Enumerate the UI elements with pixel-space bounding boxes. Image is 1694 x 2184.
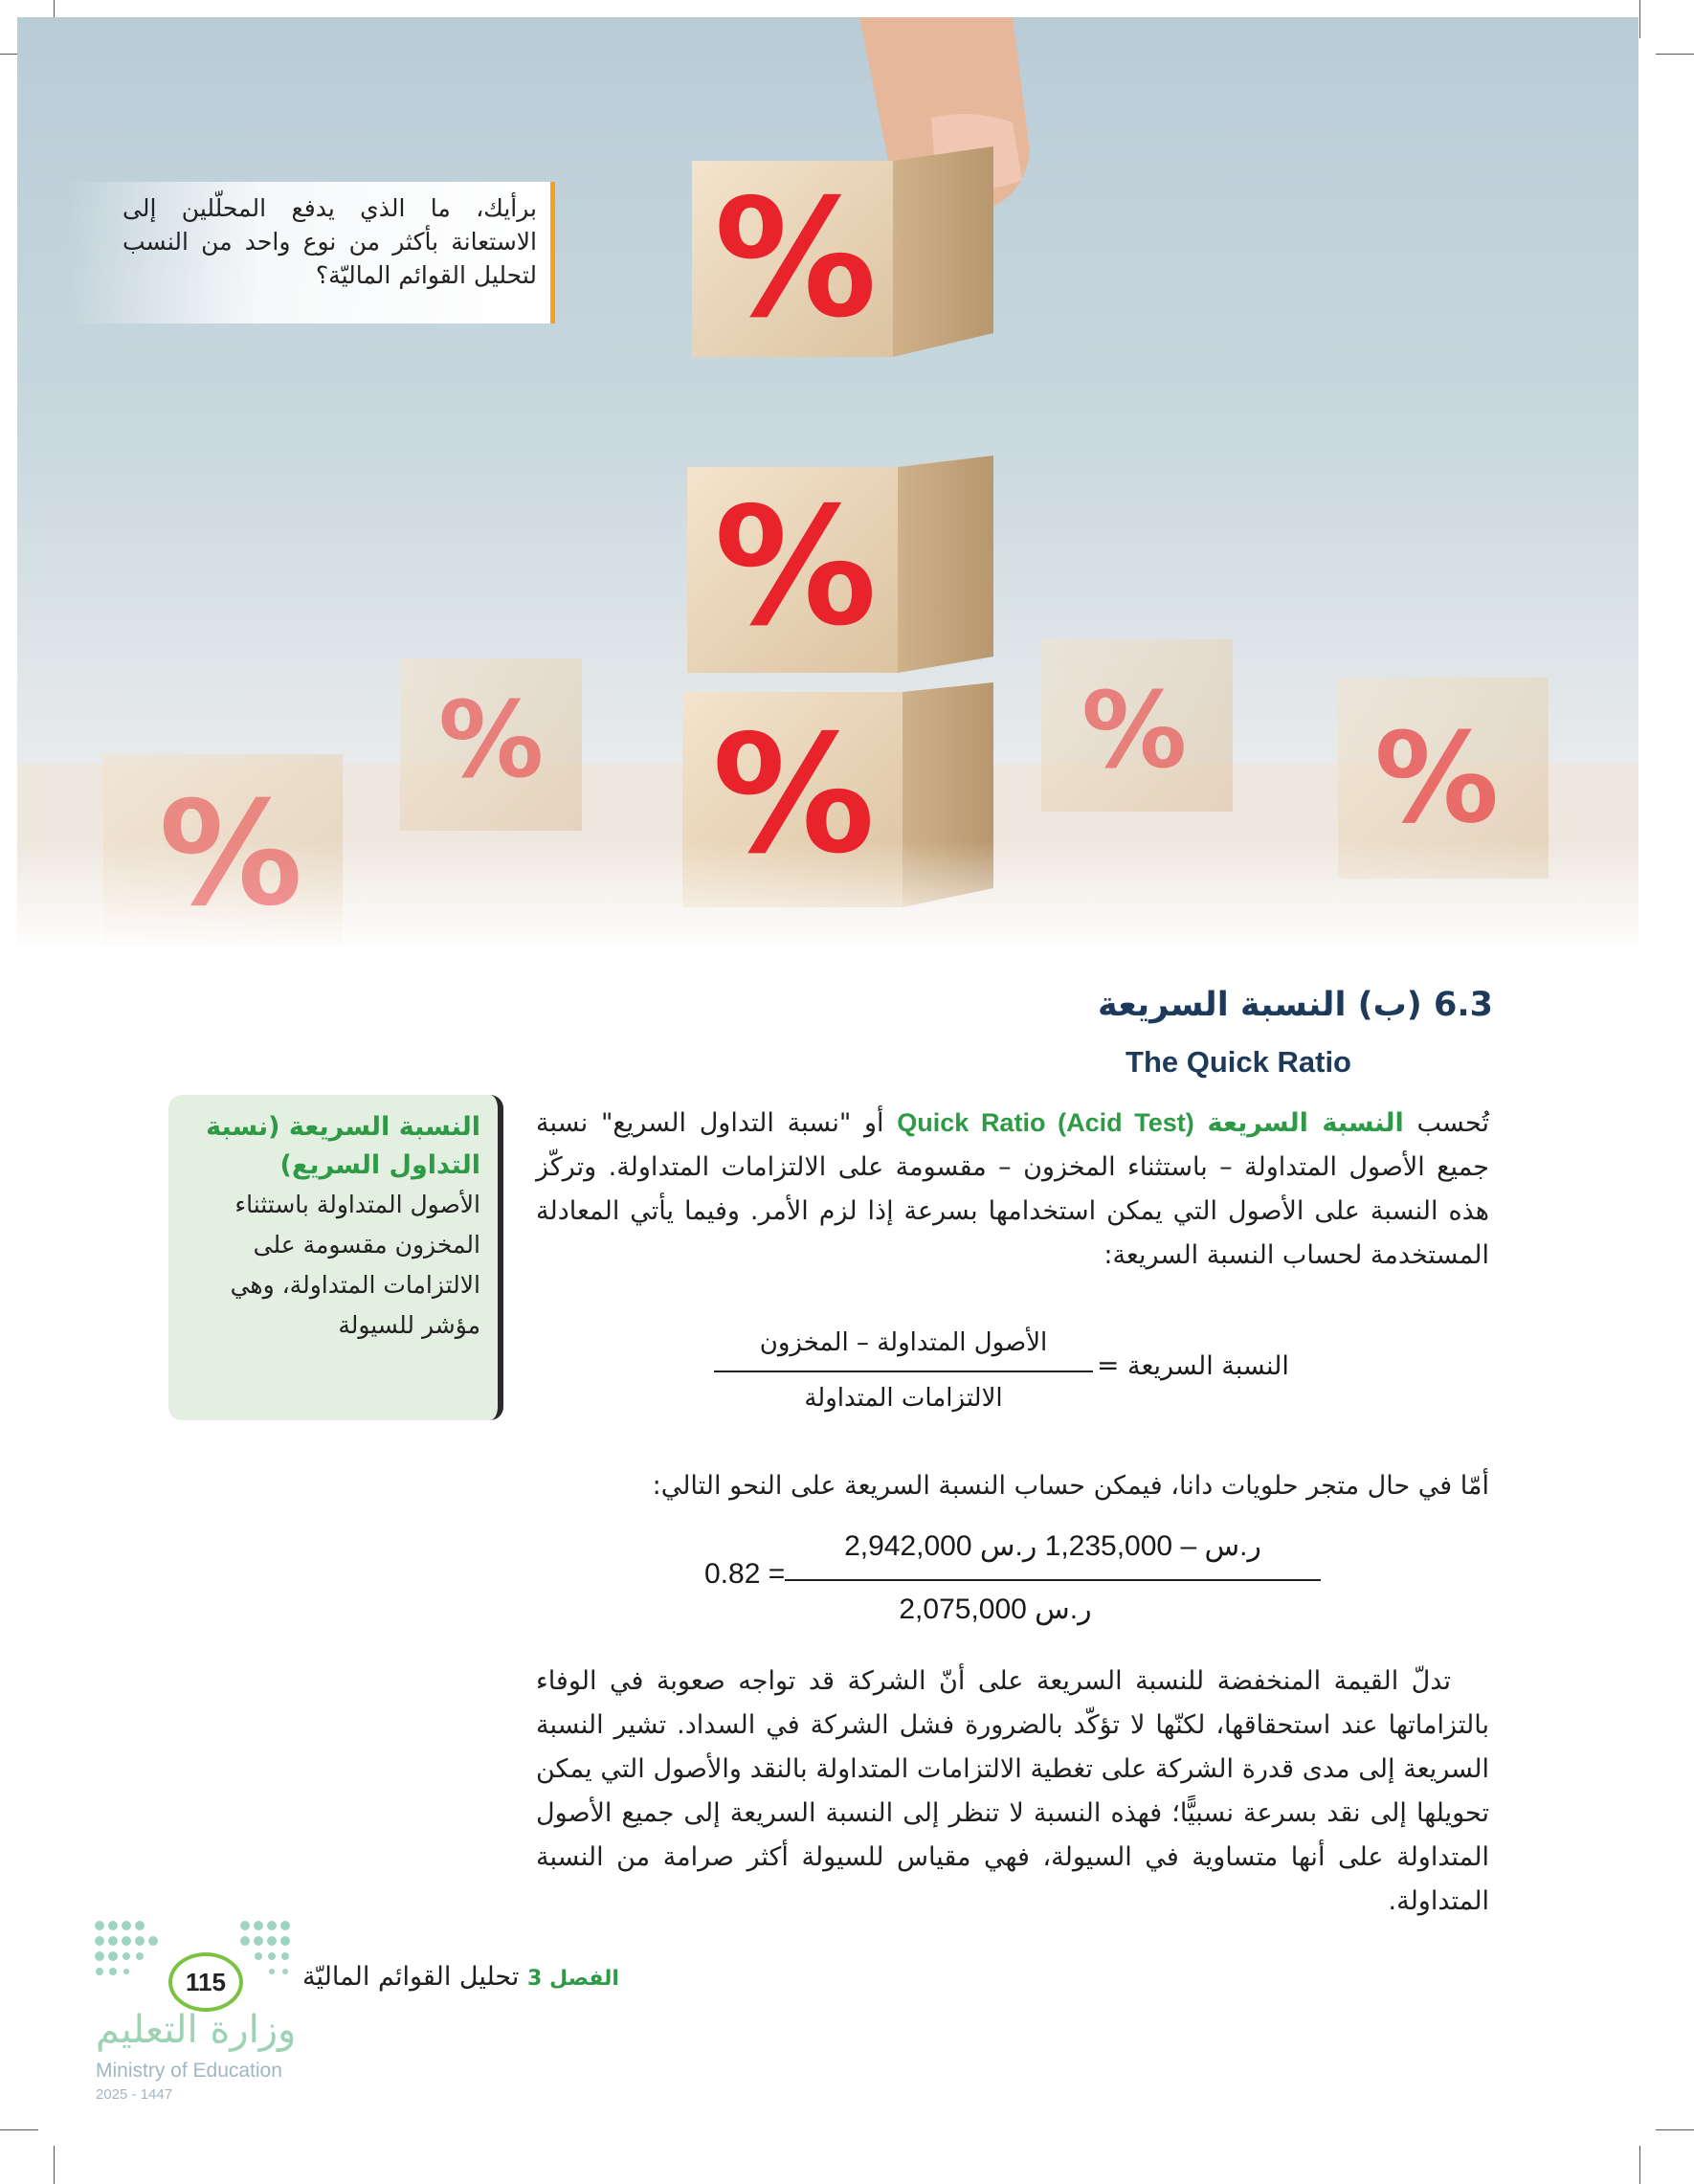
calculation-result: 0.82 =: [704, 1558, 786, 1590]
chapter-label: الفصل 3: [526, 1967, 619, 1991]
text-run: أو "نسبة التداول السريع" نسبة جميع الأصول المتداولة – باستثناء المخزون – مقسومة على الالتزامات المتداولة. وتركّز هذه النسبة على الأصول التي يمكن استخدامها بسرعة إذا لزم الأمر. وفيما يأتي المعادلة المستخدمة لحساب النسبة السريعة:: [536, 1108, 1489, 1270]
formula-equals: =: [1097, 1349, 1120, 1381]
percent-sign: %: [438, 679, 545, 801]
glossary-definition: الأصول المتداولة باستثناء المخزون مقسومة على الالتزامات المتداولة، وهي مؤشر للسيولة: [230, 1191, 480, 1339]
ministry-year: 2025 - 1447: [96, 2086, 173, 2103]
text-run: تُحسب: [1403, 1108, 1489, 1138]
crop-mark: [0, 2129, 38, 2130]
formula-lhs: النسبة السريعة: [1127, 1351, 1289, 1381]
percent-sign: %: [714, 165, 878, 354]
glossary-box: [168, 1095, 503, 1420]
glossary-term: النسبة السريعة (نسبة التداول السريع): [206, 1112, 480, 1180]
page-number: 115: [168, 1952, 243, 2012]
paragraph-definition: [536, 1101, 1489, 1278]
percent-sign: %: [714, 473, 878, 662]
calculation-numerator: 2,942,000 ر.س – 1,235,000 ر.س: [844, 1530, 1261, 1562]
fraction-line: [714, 1371, 1093, 1372]
paragraph-interpretation: تدلّ القيمة المنخفضة للنسبة السريعة على أنّ الشركة قد تواجه صعوبة في الوفاء بالتزاماتها عند استحقاقها، لكنّها لا تؤكّد بالضرورة فشل الشركة في السداد. تشير النسبة السريعة إلى مدى قدرة الشركة على تغطية الالتزامات المتداولة بالنقد والأصول التي يمكن تحويلها إلى نقد بسرعة نسبيًّا؛ فهذه النسبة لا تنظر إلى النسبة السريعة إلى جميع الأصول المتداولة على أنها متساوية في السيولة، فهي مقياس للسيولة أكثر صرامة من النسبة المتداولة.: [536, 1666, 1489, 1916]
section-heading-english: The Quick Ratio: [1126, 1045, 1351, 1079]
paragraph-example: أمّا في حال متجر حلويات دانا، فيمكن حساب النسبة السريعة على النحو التالي:: [652, 1471, 1489, 1501]
chapter-title: تحليل القوائم الماليّة: [302, 1962, 520, 1992]
crop-mark: [1639, 2146, 1640, 2184]
fraction-line: [785, 1579, 1321, 1581]
ministry-name-english: Ministry of Education: [96, 2060, 282, 2082]
hero-photo: [17, 17, 1638, 946]
percent-sign: %: [159, 771, 303, 938]
crop-mark: [1656, 2129, 1694, 2130]
crop-mark: [1639, 0, 1640, 38]
key-term-english: Quick Ratio (Acid Test): [897, 1108, 1194, 1137]
section-heading: 6.3 (ب) النسبة السريعة: [1098, 986, 1493, 1024]
percent-sign: %: [712, 701, 876, 890]
crop-mark: [1656, 54, 1694, 55]
ministry-name-arabic: وزارة التعليم: [96, 2008, 297, 2052]
key-term: النسبة السريعة: [1207, 1108, 1404, 1138]
formula-denominator: الالتزامات المتداولة: [804, 1384, 1003, 1413]
formula-numerator: الأصول المتداولة – المخزون: [759, 1328, 1048, 1357]
percent-sign: %: [1374, 705, 1500, 851]
calculation-denominator: 2,075,000 ر.س: [899, 1593, 1092, 1625]
chapter-footer: [302, 1962, 619, 1992]
crop-mark: [54, 2146, 55, 2184]
percent-sign: %: [1081, 669, 1188, 791]
discussion-question: برأيك، ما الذي يدفع المحلّلين إلى الاستعانة بأكثر من نوع واحد من النسب لتحليل القوائم الماليّة؟: [65, 182, 555, 323]
